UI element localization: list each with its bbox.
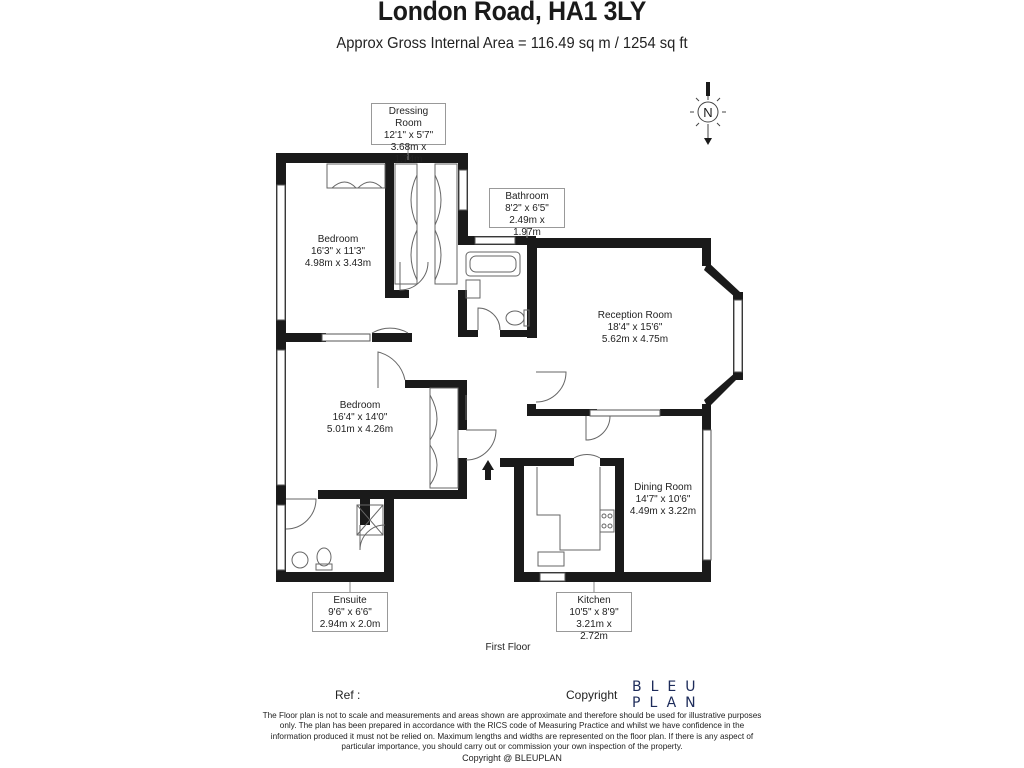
logo-line-2: PLAN (632, 695, 705, 711)
bedroom-1-label (300, 234, 376, 270)
copyright-label: Copyright (566, 688, 618, 702)
dressing-room-name: Dressing Room (388, 106, 429, 129)
page-subtitle: Approx Gross Internal Area = 116.49 sq m / 1254 sq ft (336, 35, 688, 52)
kitchen-metric: 3.21m x 2.72m (576, 619, 612, 642)
floor-name: First Floor (485, 642, 531, 653)
page-title: London Road, HA1 3LY (377, 0, 647, 26)
kitchen-imperial: 10'5" x 8'9" (569, 607, 619, 618)
bedroom-2-metric: 5.01m x 4.26m (326, 424, 394, 435)
ref-label: Ref : (335, 688, 361, 702)
reception-room-name: Reception Room (597, 310, 673, 321)
entrance-arrow-icon (482, 460, 494, 480)
bedroom-2-label (320, 400, 400, 436)
bedroom-1-name: Bedroom (317, 234, 359, 245)
ensuite-name: Ensuite (333, 595, 367, 606)
ensuite-label (312, 592, 388, 632)
dressing-room-label (371, 103, 446, 165)
dining-room-metric: 4.49m x 3.22m (629, 506, 697, 517)
bathroom-metric: 2.49m x 1.97m (509, 215, 545, 238)
bathroom-name: Bathroom (505, 191, 549, 202)
dressing-room-metric: 3.68m x 1.74m (390, 142, 427, 165)
dining-room-label (626, 482, 700, 518)
reception-room-imperial: 18'4" x 15'6" (607, 322, 663, 333)
ensuite-metric: 2.94m x 2.0m (319, 619, 381, 630)
logo-line-1: BLEU (632, 679, 705, 695)
disclaimer-text: The Floor plan is not to scale and measurements and areas shown are approximate and therefore should be used for illustrative purposes only. The plan has been prepared in accordance with the RICS code of Measuring Practice and whilst we have confidence in the information produced it must not be relied on. Maximum lengths and widths are represented on the floor plan. If there is any aspect of particular importance, you should carry out or commission your own inspection of the property. (262, 711, 762, 752)
copyright-credit: Copyright @ BLEUPLAN (462, 753, 562, 763)
bedroom-2-name: Bedroom (339, 400, 381, 411)
ensuite-imperial: 9'6" x 6'6" (328, 607, 372, 618)
compass-letter: N (703, 105, 713, 120)
bedroom-1-imperial: 16'3" x 11'3" (310, 246, 366, 257)
dining-room-name: Dining Room (634, 482, 692, 493)
compass-icon (690, 82, 726, 145)
kitchen-label (556, 592, 632, 642)
bleuplan-logo (632, 679, 705, 711)
reception-room-metric: 5.62m x 4.75m (601, 334, 669, 345)
bedroom-1-metric: 4.98m x 3.43m (304, 258, 372, 269)
fittings (292, 164, 614, 570)
bedroom-2-imperial: 16'4" x 14'0" (332, 412, 388, 423)
bathroom-imperial: 8'2" x 6'5" (505, 203, 549, 214)
reception-room-label (590, 310, 680, 346)
kitchen-name: Kitchen (577, 595, 611, 606)
dining-room-imperial: 14'7" x 10'6" (635, 494, 691, 505)
bathroom-label (489, 188, 565, 238)
dressing-room-imperial: 12'1" x 5'7" (383, 130, 434, 141)
